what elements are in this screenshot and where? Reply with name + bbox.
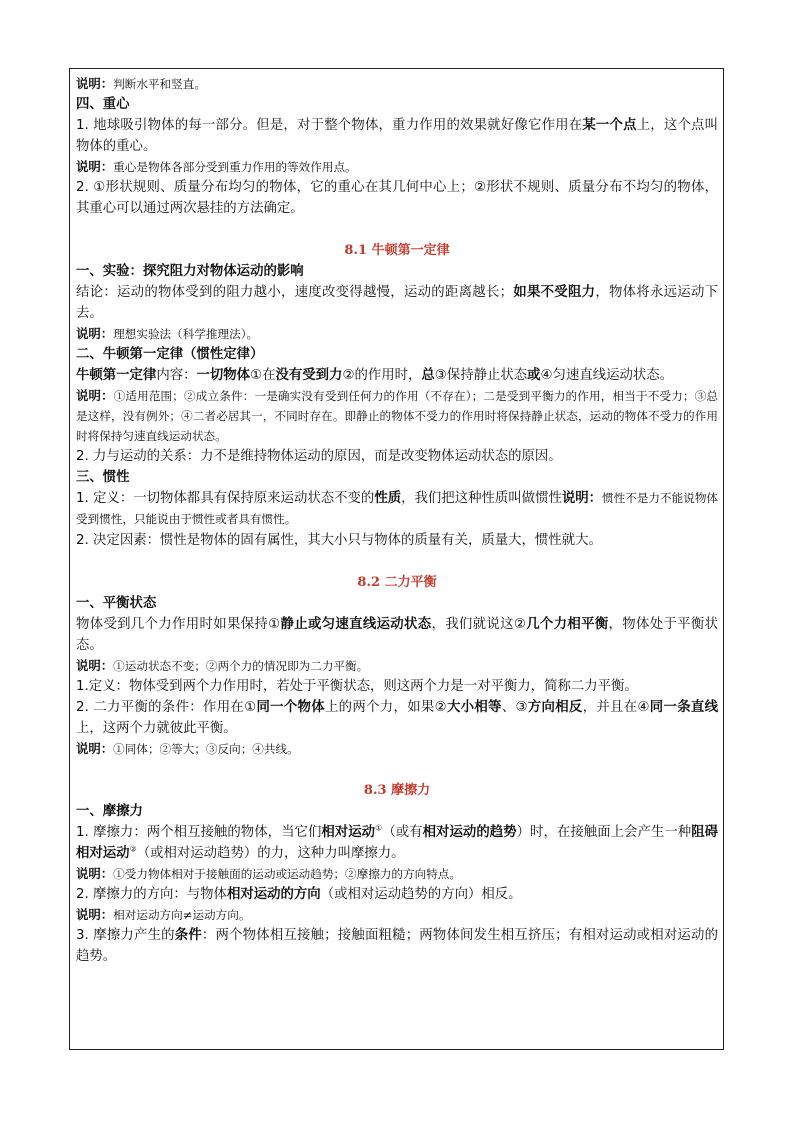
text-run: ，物体处于平衡状态。 (76, 617, 719, 653)
text-run: 内容： (156, 368, 197, 383)
paragraph (76, 365, 718, 386)
note-label: 说明： (76, 76, 114, 91)
paragraph (76, 282, 718, 324)
bold-text: 说明： (561, 491, 603, 506)
text-run: 2. 二力平衡的条件：作用在① (76, 700, 257, 715)
note-label: 说明： (76, 159, 114, 174)
bold-text: 几个力相平衡 (526, 617, 609, 632)
footnote-marker: ② (129, 844, 137, 854)
explanation-note (76, 905, 718, 925)
text-run: 、③ (501, 700, 528, 715)
note-text: ①适用范围；②成立条件：一是确实没有受到任何力的作用（不存在）；二是受到平衡力的作用，相当于不受力；③总是这样，没有例外；④二者必居其一，不同时存在。即静止的物体不受力的作用时将保持静止状态，运动的物体不受力的作用时将保持匀速直线运动状态。 (76, 389, 718, 443)
text-run: ③保持静止状态 (434, 368, 528, 383)
text-run: （或相对运动趋势）的力，这种力叫摩擦力。 (136, 846, 405, 861)
note-text: 判断水平和竖直。 (113, 77, 206, 91)
text-run: 结论：运动的物体受到的阻力越小，速度改变得越慢，运动的距离越长； (76, 285, 514, 300)
paragraph (76, 446, 718, 467)
paragraph (76, 177, 718, 219)
bold-text: 方向相反 (527, 700, 583, 715)
text-run: ）时，在接触面上会产生一种 (516, 825, 692, 840)
paragraph (76, 925, 718, 967)
explanation-note (76, 157, 718, 177)
text-run: ②的作用时， (342, 368, 422, 383)
section-title: 8.3 摩擦力 (363, 783, 431, 798)
bold-text: 相对运动的趋势 (422, 825, 517, 840)
subsection-heading: 一、平衡状态 (76, 596, 157, 611)
subsection-heading: 一、实验：探究阻力对物体运动的影响 (76, 264, 304, 279)
text-run: ：两个物体相互接触；接触面粗糙；两物体间发生相互挤压；有相对运动或相对运动的趋势。 (76, 928, 718, 964)
section-title: 8.2 二力平衡 (357, 575, 437, 590)
subsection-heading: 一、摩擦力 (76, 804, 143, 819)
spacer (76, 219, 718, 240)
note-label: 说明： (76, 326, 114, 341)
text-run: 3. 摩擦力产生的 (76, 928, 175, 943)
bold-text: 同一个物体 (256, 700, 325, 715)
paragraph (76, 488, 718, 530)
note-text: 理想实验法（科学推理法）。 (113, 327, 259, 341)
note-label: 说明： (76, 741, 114, 756)
explanation-note (76, 74, 718, 94)
explanation-note (76, 324, 718, 344)
note-label: 说明： (76, 658, 114, 673)
spacer (76, 759, 718, 780)
bold-text: 或 (527, 368, 541, 383)
text-run: 2. ①形状规则、质量分布均匀的物体，它的重心在其几何中心上；②形状不规则、质量分布不均匀的物体，其重心可以通过两次悬挂的方法确定。 (76, 180, 718, 216)
note-label: 说明： (76, 907, 114, 922)
bold-text: 如果不受阻力 (513, 285, 596, 300)
bold-text: 某一个点 (582, 118, 637, 133)
paragraph (76, 115, 718, 157)
bold-text: 同一条直线 (649, 700, 718, 715)
text-run: 上的两个力，如果② (324, 700, 447, 715)
note-text: ①运动状态不变；②两个力的情况即为二力平衡。 (113, 659, 369, 673)
subsection-heading: 三、惯性 (76, 470, 130, 485)
text-run: ④匀速直线运动状态。 (540, 368, 674, 383)
text-run: ，物体将永远运动下去。 (76, 285, 719, 321)
bold-text: 没有受到力 (275, 368, 343, 383)
section-title: 8.1 牛顿第一定律 (344, 243, 450, 258)
bold-text: 相对运动的方向 (226, 887, 321, 902)
paragraph (76, 697, 718, 739)
text-run: ，并且在④ (582, 700, 650, 715)
text-run: 上，这两个力就彼此平衡。 (76, 721, 237, 736)
note-text: ①受力物体相对于接触面的运动或运动趋势；②摩擦力的方向特点。 (113, 867, 461, 881)
text-run: ，我们就说这② (431, 617, 527, 632)
text-run: ①在 (250, 368, 276, 383)
document-content (76, 74, 718, 967)
note-text: 相对运动方向≠运动方向。 (113, 908, 251, 922)
paragraph (76, 884, 718, 905)
paragraph (76, 822, 718, 864)
text-run: 上，这个点叫物体的重心。 (76, 118, 719, 154)
paragraph (76, 530, 718, 551)
text-run: （或有 (382, 825, 423, 840)
text-run: 物体受到几个力作用时如果保持① (76, 617, 281, 632)
text-run: 1. 定义：一切物体都具有保持原来运动状态不变的 (76, 491, 375, 506)
text-run: （或相对运动趋势的方向）相反。 (320, 887, 522, 902)
bold-text: 相对运动 (321, 825, 376, 840)
bold-text: 静止或匀速直线运动状态 (280, 617, 432, 632)
bold-text: 大小相等 (446, 700, 502, 715)
note-text: ①同体；②等大；③反向；④共线。 (113, 742, 299, 756)
subsection-heading: 四、重心 (76, 97, 130, 112)
text-run: ，我们把这种性质叫做惯性 (401, 491, 562, 506)
spacer (76, 551, 718, 572)
explanation-note (76, 386, 718, 446)
explanation-note (76, 864, 718, 884)
text-run: 2. 摩擦力的方向：与物体 (76, 887, 227, 902)
bold-text: 阻碍相对运动 (76, 825, 719, 861)
text-run: 2. 决定因素：惯性是物体的固有属性，其大小只与物体的质量有关，质量大，惯性就大。 (76, 533, 602, 548)
note-label: 说明： (76, 866, 114, 881)
paragraph (76, 614, 718, 656)
explanation-note (76, 739, 718, 759)
bold-text: 一切物体 (196, 368, 251, 383)
text-run: 1. 摩擦力：两个相互接触的物体，当它们 (76, 825, 322, 840)
bold-text: 性质 (374, 491, 402, 506)
text-run: 惯性不是力不能说物体受到惯性，只能说由于惯性或者具有惯性。 (76, 491, 719, 526)
note-label: 说明： (76, 388, 114, 403)
explanation-note (76, 656, 718, 676)
footnote-marker: ① (375, 823, 383, 833)
subsection-heading: 二、牛顿第一定律（惯性定律） (76, 347, 264, 362)
bold-text: 牛顿第一定律 (76, 368, 157, 383)
bold-text: 总 (421, 368, 435, 383)
text-run: 1. 地球吸引物体的每一部分。但是，对于整个物体，重力作用的效果就好像它作用在 (76, 118, 583, 133)
note-text: 重心是物体各部分受到重力作用的等效作用点。 (113, 160, 357, 174)
text-run: 2. 力与运动的关系：力不是维持物体运动的原因，而是改变物体运动状态的原因。 (76, 449, 562, 464)
text-run: 1.定义：物体受到两个力作用时，若处于平衡状态，则这两个力是一对平衡力，简称二力平衡。 (76, 679, 638, 694)
bold-text: 条件 (174, 928, 202, 943)
paragraph (76, 676, 718, 697)
